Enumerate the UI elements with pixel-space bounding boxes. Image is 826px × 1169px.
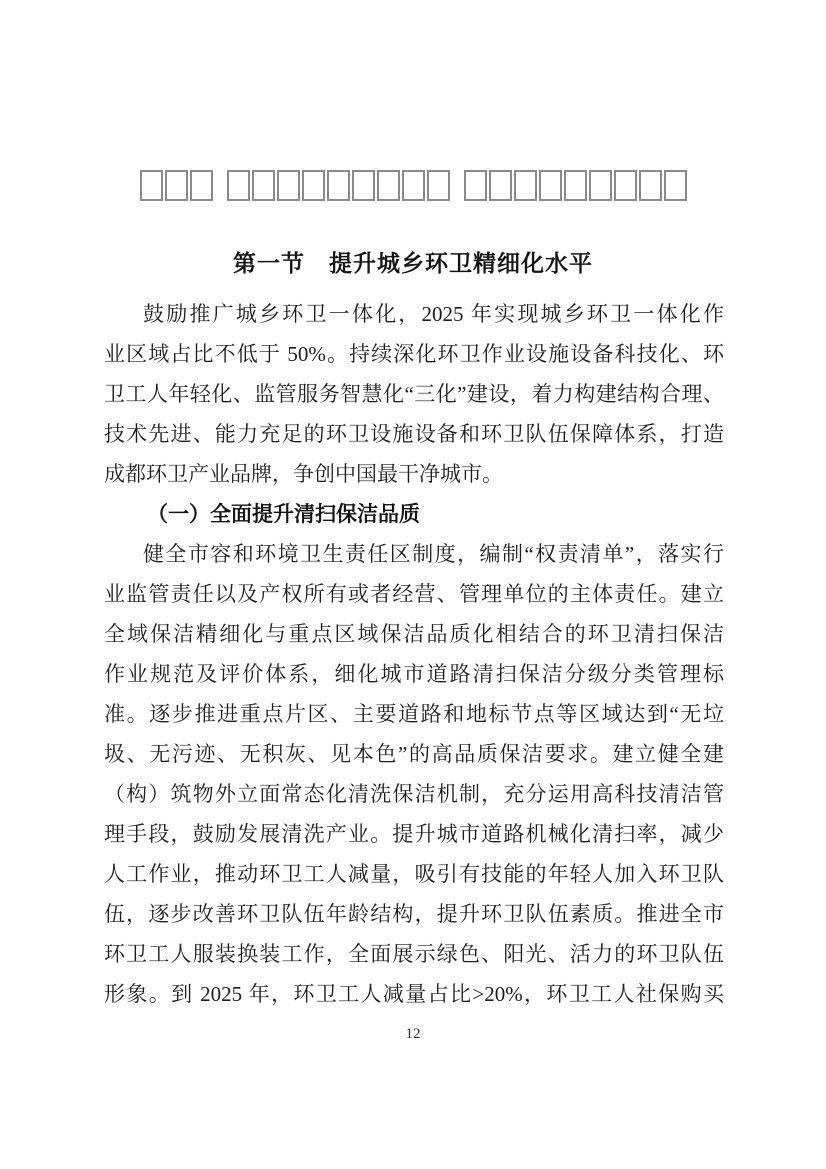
missing-glyph-box bbox=[514, 170, 537, 201]
tofu-box-group bbox=[464, 170, 687, 201]
missing-glyph-box bbox=[464, 170, 487, 201]
missing-glyph-box bbox=[190, 170, 213, 201]
body-line: （构）筑物外立面常态化清洗保洁机制，充分运用高科技清洁管 bbox=[104, 782, 724, 806]
body-line: 伍，逐步改善环卫队伍年龄结构，提升环卫队伍素质。推进全市 bbox=[104, 902, 724, 926]
missing-glyph-box bbox=[377, 170, 400, 201]
missing-glyph-box bbox=[252, 170, 275, 201]
body-line: 业区域占比不低于 50%。持续深化环卫作业设施设备科技化、环 bbox=[104, 342, 724, 366]
missing-glyph-box bbox=[227, 170, 250, 201]
body-line: 业监管责任以及产权所有或者经营、管理单位的主体责任。建立 bbox=[104, 582, 724, 606]
missing-glyph-box bbox=[277, 170, 300, 201]
body-line: 人工作业，推动环卫工人减量，吸引有技能的年轻人加入环卫队 bbox=[104, 862, 724, 886]
body-line: 圾、无污迹、无积灰、见本色”的高品质保洁要求。建立健全建 bbox=[104, 742, 724, 766]
body-line: 鼓励推广城乡环卫一体化，2025 年实现城乡环卫一体化作 bbox=[143, 302, 724, 326]
missing-glyph-box bbox=[564, 170, 587, 201]
body-line: 形象。到 2025 年，环卫工人减量占比>20%，环卫工人社保购买 bbox=[104, 982, 724, 1006]
body-line: 卫工人年轻化、监管服务智慧化“三化”建设，着力构建结构合理、 bbox=[104, 382, 724, 406]
missing-glyph-box bbox=[402, 170, 425, 201]
body-line: 环卫工人服装换装工作，全面展示绿色、阳光、活力的环卫队伍 bbox=[104, 942, 724, 966]
missing-glyph-box bbox=[614, 170, 637, 201]
body-line: 技术先进、能力充足的环卫设施设备和环卫队伍保障体系，打造 bbox=[104, 422, 724, 446]
missing-glyph-box bbox=[352, 170, 375, 201]
body-line: 作业规范及评价体系，细化城市道路清扫保洁分级分类管理标 bbox=[104, 662, 724, 686]
missing-glyph-box bbox=[140, 170, 163, 201]
missing-glyph-box bbox=[664, 170, 687, 201]
tofu-box-group bbox=[140, 170, 213, 201]
missing-glyph-box bbox=[589, 170, 612, 201]
missing-glyph-box bbox=[639, 170, 662, 201]
chapter-title-missing-glyphs bbox=[0, 170, 826, 201]
missing-glyph-box bbox=[327, 170, 350, 201]
missing-glyph-box bbox=[302, 170, 325, 201]
body-line: 理手段，鼓励发展清洗产业。提升城市道路机械化清扫率，减少 bbox=[104, 822, 724, 846]
missing-glyph-box bbox=[427, 170, 450, 201]
missing-glyph-box bbox=[489, 170, 512, 201]
subsection-heading: （一）全面提升清扫保洁品质 bbox=[147, 502, 420, 526]
body-text bbox=[104, 294, 724, 1014]
body-line: 全域保洁精细化与重点区域保洁品质化相结合的环卫清扫保洁 bbox=[104, 622, 724, 646]
missing-glyph-box bbox=[539, 170, 562, 201]
page-number: 12 bbox=[405, 1026, 421, 1042]
body-line: 准。逐步推进重点片区、主要道路和地标节点等区域达到“无垃 bbox=[104, 702, 724, 726]
body-line: 健全市容和环境卫生责任区制度，编制“权责清单”，落实行 bbox=[143, 542, 724, 566]
tofu-box-group bbox=[227, 170, 450, 201]
section-heading: 第一节 提升城乡环卫精细化水平 bbox=[233, 251, 593, 276]
missing-glyph-box bbox=[165, 170, 188, 201]
body-line: 成都环卫产业品牌，争创中国最干净城市。 bbox=[104, 462, 503, 486]
